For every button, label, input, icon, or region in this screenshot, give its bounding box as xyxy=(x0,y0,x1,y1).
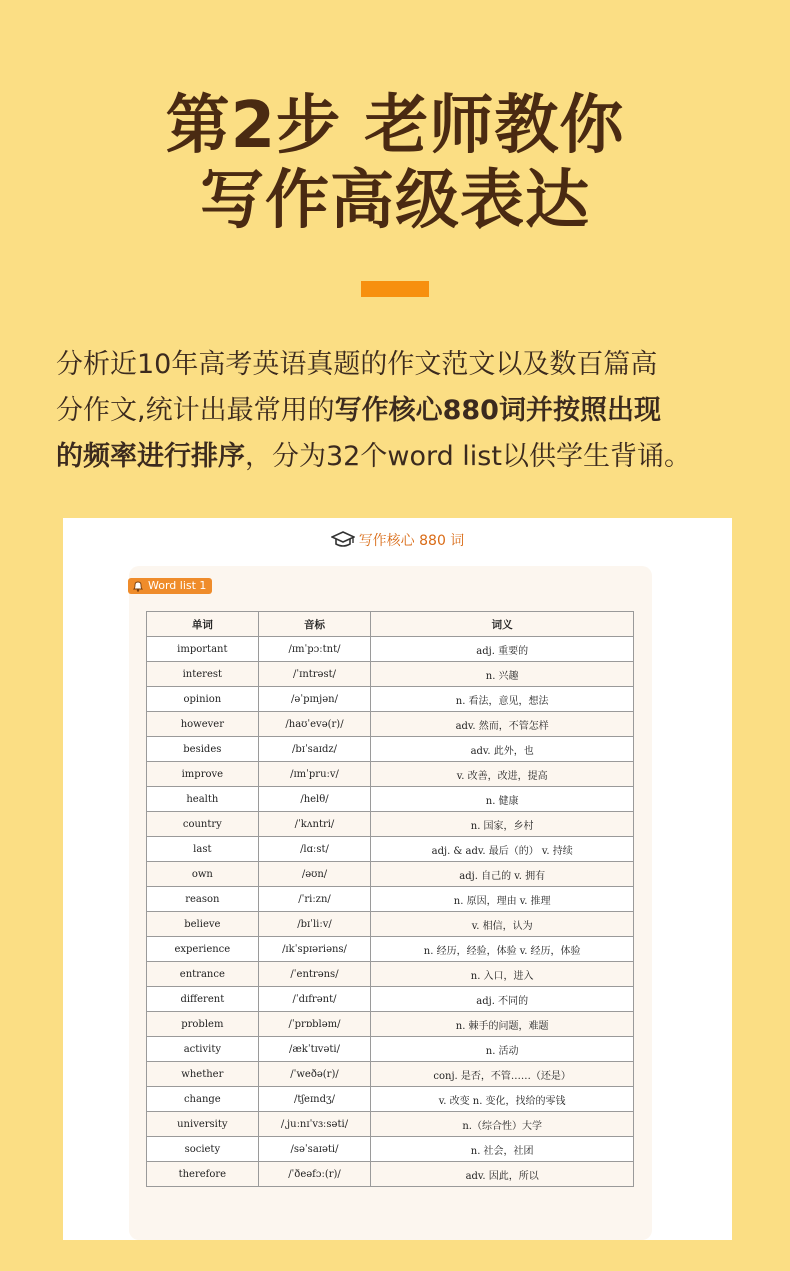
table-row xyxy=(147,1137,634,1162)
meaning-cell: adj. 不同的 xyxy=(371,987,634,1012)
meaning-cell: adv. 此外，也 xyxy=(371,737,634,762)
table-row xyxy=(147,862,634,887)
phonetic-cell: /əʊn/ xyxy=(258,862,371,887)
table-row xyxy=(147,1112,634,1137)
phonetic-cell: /haʊˈevə(r)/ xyxy=(258,712,371,737)
meaning-cell: n. 活动 xyxy=(371,1037,634,1062)
meaning-cell: conj. 是否，不管……（还是） xyxy=(371,1062,634,1087)
table-row xyxy=(147,662,634,687)
phonetic-cell: /ˌjuːnɪˈvɜːsəti/ xyxy=(258,1112,371,1137)
table-row xyxy=(147,987,634,1012)
meaning-cell: n. 社会，社团 xyxy=(371,1137,634,1162)
phonetic-cell: /ˈentrəns/ xyxy=(258,962,371,987)
table-row xyxy=(147,712,634,737)
word-cell: country xyxy=(147,812,259,837)
column-header-meaning: 词义 xyxy=(371,612,634,637)
vocabulary-table xyxy=(146,611,634,1187)
card-title: 写作核心 880 词 xyxy=(358,533,465,549)
meaning-cell: adj. & adv. 最后（的） v. 持续 xyxy=(371,837,634,862)
intro-line-2a: 分作文,统计出最常用的 xyxy=(56,395,335,426)
table-row xyxy=(147,1087,634,1112)
phonetic-cell: /ɪkˈspɪəriəns/ xyxy=(258,937,371,962)
table-row xyxy=(147,837,634,862)
meaning-cell: adv. 因此，所以 xyxy=(371,1162,634,1187)
phonetic-cell: /ˈriːzn/ xyxy=(258,887,371,912)
phonetic-cell: /səˈsaɪəti/ xyxy=(258,1137,371,1162)
meaning-cell: v. 改善，改进，提高 xyxy=(371,762,634,787)
table-row xyxy=(147,962,634,987)
table-row xyxy=(147,762,634,787)
phonetic-cell: /bɪˈsaɪdz/ xyxy=(258,737,371,762)
phonetic-cell: /ˈprɒbləm/ xyxy=(258,1012,371,1037)
table-row xyxy=(147,812,634,837)
table-row xyxy=(147,1062,634,1087)
table-row xyxy=(147,1012,634,1037)
phonetic-cell: /əˈpɪnjən/ xyxy=(258,687,371,712)
meaning-cell: adv. 然而，不管怎样 xyxy=(371,712,634,737)
table-row xyxy=(147,737,634,762)
word-cell: however xyxy=(147,712,259,737)
meaning-cell: n. 健康 xyxy=(371,787,634,812)
table-row xyxy=(147,687,634,712)
phonetic-cell: /lɑːst/ xyxy=(258,837,371,862)
meaning-cell: n. 入口，进入 xyxy=(371,962,634,987)
intro-line-3b: ，分为32个word list以供学生背诵。 xyxy=(245,441,691,472)
word-cell: reason xyxy=(147,887,259,912)
meaning-cell: n. 兴趣 xyxy=(371,662,634,687)
word-cell: different xyxy=(147,987,259,1012)
word-cell: last xyxy=(147,837,259,862)
word-list-card xyxy=(63,518,732,1240)
meaning-cell: n. 国家，乡村 xyxy=(371,812,634,837)
meaning-cell: n. 经历，经验，体验 v. 经历，体验 xyxy=(371,937,634,962)
word-cell: health xyxy=(147,787,259,812)
table-row xyxy=(147,787,634,812)
table-row xyxy=(147,637,634,662)
phonetic-cell: /ˈdɪfrənt/ xyxy=(258,987,371,1012)
phonetic-cell: /ækˈtɪvəti/ xyxy=(258,1037,371,1062)
word-cell: change xyxy=(147,1087,259,1112)
word-cell: society xyxy=(147,1137,259,1162)
table-row xyxy=(147,937,634,962)
word-list-badge-label: Word list 1 xyxy=(148,579,207,592)
table-header-row xyxy=(147,612,634,637)
word-cell: opinion xyxy=(147,687,259,712)
word-cell: whether xyxy=(147,1062,259,1087)
phonetic-cell: /tʃeɪndʒ/ xyxy=(258,1087,371,1112)
accent-divider xyxy=(361,281,429,297)
table-row xyxy=(147,1162,634,1187)
intro-line-1: 分析近10年高考英语真题的作文范文以及数百篇高 xyxy=(56,349,658,380)
phonetic-cell: /ˈðeəfɔː(r)/ xyxy=(258,1162,371,1187)
word-cell: experience xyxy=(147,937,259,962)
phonetic-cell: /ɪmˈpɔːtnt/ xyxy=(258,637,371,662)
meaning-cell: adj. 重要的 xyxy=(371,637,634,662)
column-header-word: 单词 xyxy=(147,612,259,637)
meaning-cell: v. 相信，认为 xyxy=(371,912,634,937)
phonetic-cell: /ɪmˈpruːv/ xyxy=(258,762,371,787)
table-row xyxy=(147,1037,634,1062)
word-cell: activity xyxy=(147,1037,259,1062)
column-header-phonetic: 音标 xyxy=(258,612,371,637)
intro-line-2-bold: 写作核心880词并按照出现 xyxy=(334,395,661,426)
meaning-cell: n.（综合性）大学 xyxy=(371,1112,634,1137)
word-cell: problem xyxy=(147,1012,259,1037)
meaning-cell: n. 棘手的问题，难题 xyxy=(371,1012,634,1037)
word-cell: therefore xyxy=(147,1162,259,1187)
table-body xyxy=(147,637,634,1187)
word-cell: improve xyxy=(147,762,259,787)
word-cell: own xyxy=(147,862,259,887)
word-cell: believe xyxy=(147,912,259,937)
table-row xyxy=(147,887,634,912)
page-title-line-1: 第2步 老师教你 xyxy=(165,89,625,163)
word-cell: besides xyxy=(147,737,259,762)
page-title-line-2: 写作高级表达 xyxy=(200,164,590,238)
word-cell: important xyxy=(147,637,259,662)
word-cell: interest xyxy=(147,662,259,687)
meaning-cell: v. 改变 n. 变化，找给的零钱 xyxy=(371,1087,634,1112)
phonetic-cell: /ˈkʌntri/ xyxy=(258,812,371,837)
word-cell: university xyxy=(147,1112,259,1137)
meaning-cell: n. 看法，意见，想法 xyxy=(371,687,634,712)
phonetic-cell: /ˈweðə(r)/ xyxy=(258,1062,371,1087)
phonetic-cell: /ˈɪntrəst/ xyxy=(258,662,371,687)
phonetic-cell: /bɪˈliːv/ xyxy=(258,912,371,937)
word-cell: entrance xyxy=(147,962,259,987)
word-list-badge xyxy=(128,578,212,594)
bell-icon xyxy=(131,579,145,593)
meaning-cell: n. 原因，理由 v. 推理 xyxy=(371,887,634,912)
card-header xyxy=(63,530,732,552)
phonetic-cell: /helθ/ xyxy=(258,787,371,812)
graduation-cap-icon xyxy=(331,530,355,552)
intro-line-3-bold: 的频率进行排序 xyxy=(56,441,245,472)
meaning-cell: adj. 自己的 v. 拥有 xyxy=(371,862,634,887)
table-row xyxy=(147,912,634,937)
intro-paragraph xyxy=(56,342,756,480)
